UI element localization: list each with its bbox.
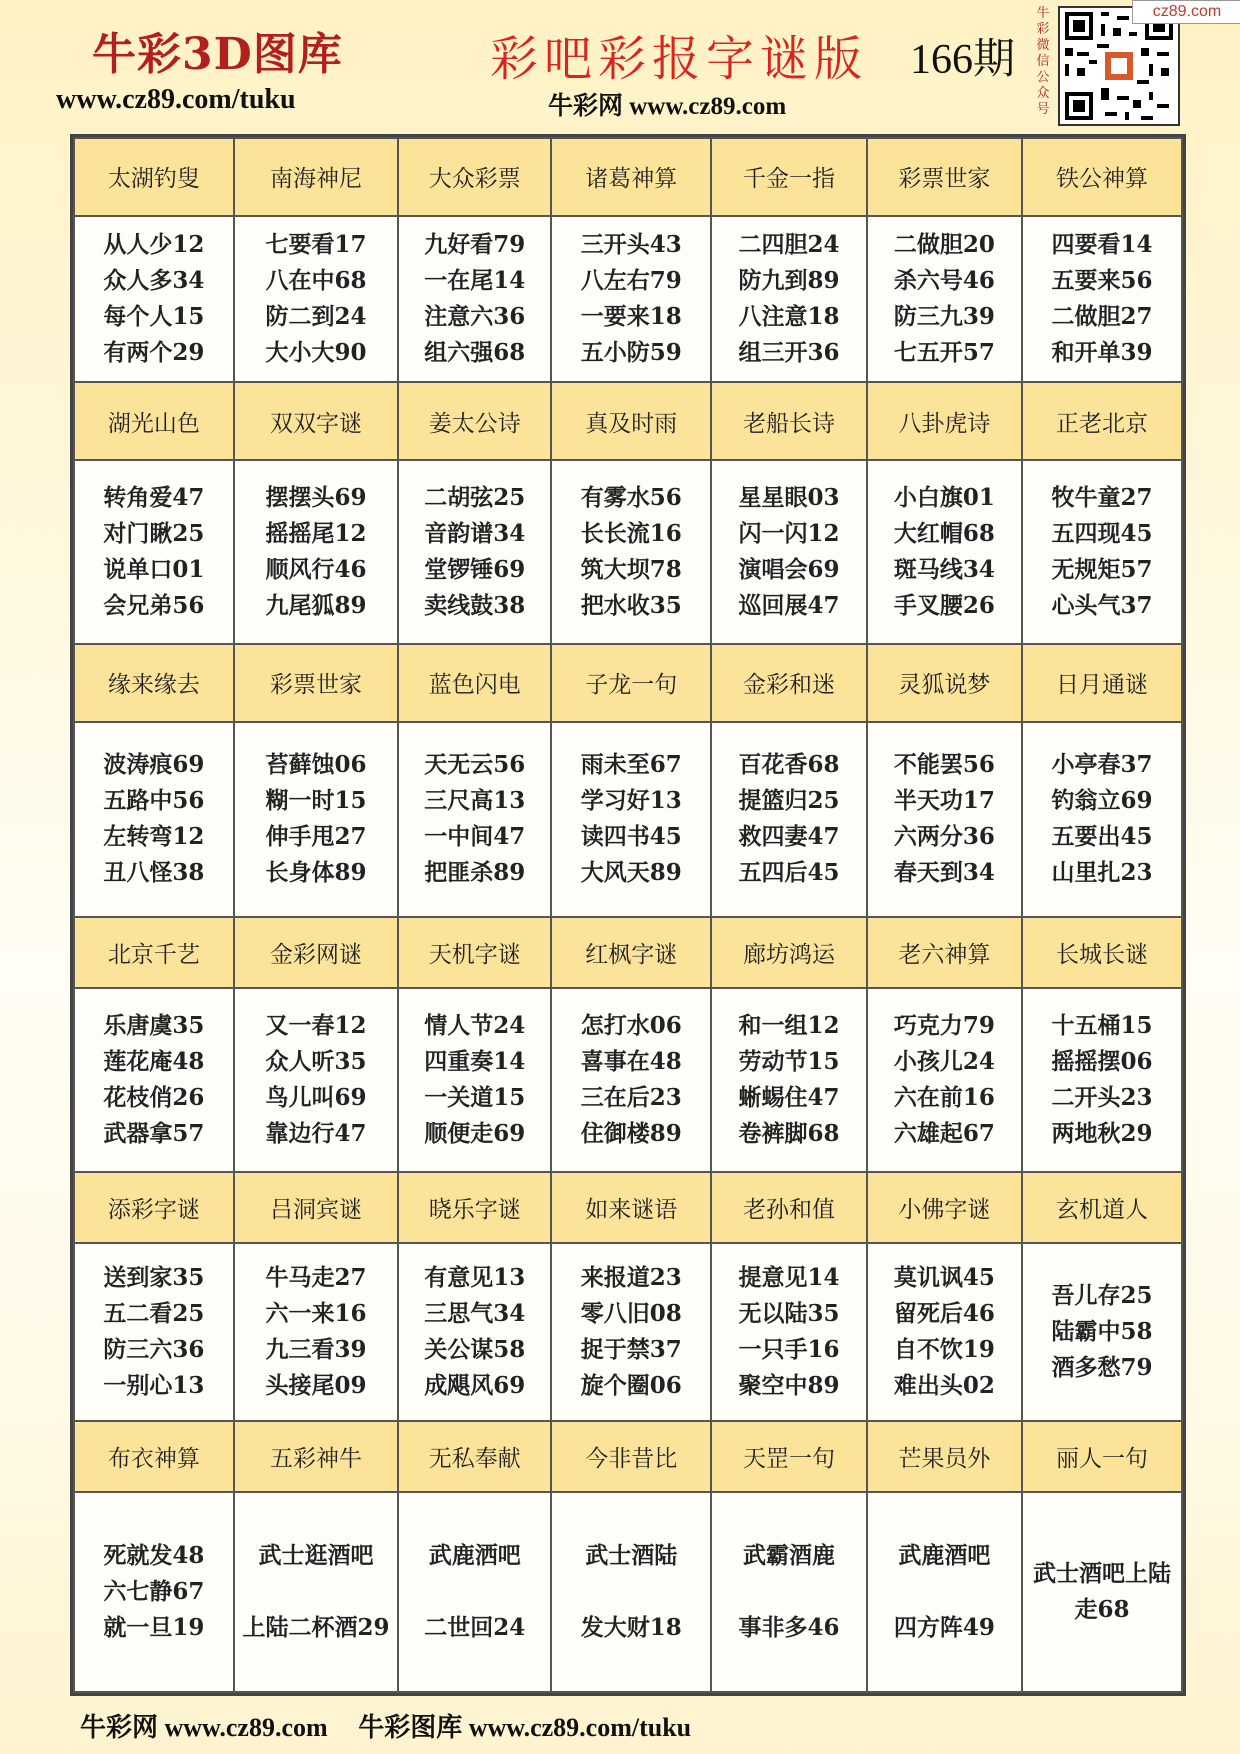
riddle-line: 众人多34: [103, 266, 205, 294]
riddle-line: 上陆二杯酒29: [242, 1614, 390, 1642]
column-title: 天机字谜: [398, 917, 551, 988]
riddle-line: 武霸酒鹿: [742, 1542, 835, 1570]
column-title: 金彩网谜: [234, 917, 398, 988]
riddle-line: 巡回展47: [738, 592, 840, 619]
column-title: 如来谜语: [551, 1172, 711, 1243]
column-title: 彩票世家: [867, 138, 1022, 216]
riddle-cell: [1022, 722, 1182, 917]
riddle-line: 一中间47: [424, 823, 526, 851]
riddle-line: 手叉腰26: [893, 592, 995, 619]
column-title: 正老北京: [1022, 382, 1182, 460]
riddle-cell: [867, 1243, 1022, 1421]
section-header-row: [74, 1172, 1182, 1243]
riddle-line: 乐唐虞35: [103, 1012, 205, 1040]
riddle-line: 和开单39: [1051, 338, 1153, 366]
column-title: 北京千艺: [74, 917, 234, 988]
riddle-line: 吾儿存25: [1051, 1282, 1153, 1310]
column-title: 布衣神算: [74, 1421, 234, 1492]
riddle-cell: [711, 988, 866, 1172]
riddle-line: 大红帽68: [893, 520, 995, 547]
riddle-cell: [1022, 460, 1182, 644]
riddle-line: 无以陆35: [738, 1300, 840, 1328]
riddle-cell: [711, 216, 866, 383]
riddle-line: 八左右79: [580, 266, 682, 294]
riddle-cell: [398, 1492, 551, 1692]
column-title: 添彩字谜: [74, 1172, 234, 1243]
riddle-line: 读四书45: [580, 823, 682, 851]
riddle-line: 有意见13: [424, 1264, 526, 1292]
riddle-line: 六七静67: [103, 1578, 205, 1606]
riddle-line: 和一组12: [738, 1012, 840, 1040]
column-title: 蓝色闪电: [398, 644, 551, 722]
riddle-line: 事非多46: [738, 1614, 840, 1642]
riddle-line: 五要来56: [1051, 266, 1153, 294]
column-title: 老船长诗: [711, 382, 866, 460]
riddle-line: 百花香68: [738, 751, 840, 779]
riddle-line: 五要出45: [1051, 823, 1153, 851]
riddle-line: 从人少12: [103, 230, 205, 258]
riddle-line: 一要来18: [580, 302, 682, 330]
riddle-cell: [551, 722, 711, 917]
riddle-line: [712, 1574, 865, 1610]
riddle-line: 六一来16: [265, 1300, 367, 1328]
riddle-line: 头接尾09: [265, 1372, 367, 1400]
riddle-line: 卷裤脚68: [738, 1120, 840, 1148]
column-title: 吕洞宾谜: [234, 1172, 398, 1243]
column-title: 彩票世家: [234, 644, 398, 722]
riddle-cell: [551, 216, 711, 383]
riddle-line: 一别心13: [103, 1372, 205, 1400]
riddle-line: 鸟儿叫69: [265, 1084, 367, 1112]
column-title: 姜太公诗: [398, 382, 551, 460]
riddle-cell: [234, 460, 398, 644]
riddle-line: 武鹿洒吧: [428, 1542, 521, 1570]
riddle-line: 每个人15: [103, 302, 205, 330]
riddle-cell: [867, 1492, 1022, 1692]
riddle-line: 小白旗01: [893, 484, 995, 511]
riddle-line: 聚空中89: [738, 1372, 840, 1400]
riddle-grid: [70, 134, 1186, 1696]
riddle-line: 把匪杀89: [424, 859, 526, 887]
riddle-line: 一只手16: [738, 1336, 840, 1364]
riddle-cell: [1022, 1243, 1182, 1421]
column-title: 子龙一句: [551, 644, 711, 722]
riddle-line: 防九到89: [738, 266, 840, 294]
riddle-line: 左转弯12: [103, 823, 205, 851]
section-header-row: [74, 1421, 1182, 1492]
riddle-line: 有两个29: [103, 338, 205, 366]
riddle-line: 苔藓蚀06: [265, 751, 367, 779]
riddle-line: 钓翁立69: [1051, 787, 1153, 815]
riddle-line: 众人听35: [265, 1048, 367, 1076]
riddle-line: 陆霸中58: [1051, 1318, 1153, 1346]
column-title: 廊坊鸿运: [711, 917, 866, 988]
riddle-line: 救四妻47: [738, 823, 840, 851]
riddle-line: 花枝俏26: [103, 1084, 205, 1112]
riddle-line: 防三九39: [893, 302, 995, 330]
riddle-line: 武器拿57: [103, 1120, 205, 1148]
riddle-line: 音韵谱34: [424, 520, 526, 547]
riddle-table: [73, 137, 1183, 1693]
riddle-line: 难出头02: [893, 1372, 995, 1400]
riddle-line: 星星眼03: [738, 484, 840, 511]
riddle-line: 五路中56: [103, 787, 205, 815]
riddle-line: 留死后46: [893, 1300, 995, 1328]
riddle-line: 武士逛酒吧: [258, 1542, 374, 1570]
column-title: 缘来缘去: [74, 644, 234, 722]
riddle-line: 会兄弟56: [103, 592, 205, 619]
riddle-line: 送到家35: [103, 1264, 205, 1292]
riddle-line: 发大财18: [580, 1614, 682, 1642]
column-title: 天罡一句: [711, 1421, 866, 1492]
riddle-line: 自不饮19: [893, 1336, 995, 1364]
riddle-line: 情人节24: [424, 1012, 526, 1040]
column-title: 八卦虎诗: [867, 382, 1022, 460]
riddle-line: 捉于禁37: [580, 1336, 682, 1364]
riddle-line: 顺风行46: [265, 556, 367, 583]
riddle-line: 九尾狐89: [265, 592, 367, 619]
riddle-line: 三尺高13: [424, 787, 526, 815]
riddle-line: 不能罢56: [893, 751, 995, 779]
riddle-line: 大风天89: [580, 859, 682, 887]
riddle-line: 四重奏14: [424, 1048, 526, 1076]
riddle-line: 九三看39: [265, 1336, 367, 1364]
riddle-line: 蜥蜴住47: [738, 1084, 840, 1112]
riddle-line: 喜事在48: [580, 1048, 682, 1076]
riddle-line: [552, 1574, 710, 1610]
riddle-cell: [234, 722, 398, 917]
riddle-line: 糊一时15: [265, 787, 367, 815]
riddle-line: 小孩儿24: [893, 1048, 995, 1076]
column-title: 红枫字谜: [551, 917, 711, 988]
riddle-cell: [711, 1243, 866, 1421]
riddle-cell: [234, 1243, 398, 1421]
column-title: 日月通谜: [1022, 644, 1182, 722]
riddle-line: 七要看17: [265, 230, 367, 258]
riddle-line: 三开头43: [580, 230, 682, 258]
riddle-cell: [74, 1492, 234, 1692]
riddle-line: 注意六36: [424, 302, 526, 330]
riddle-line: 五二看25: [103, 1300, 205, 1328]
page-header: [0, 0, 1240, 128]
riddle-line: 怎打水06: [580, 1012, 682, 1040]
riddle-cell: [551, 988, 711, 1172]
riddle-line: [399, 1574, 550, 1610]
riddle-line: 长身体89: [265, 859, 367, 887]
riddle-line: 二开头23: [1051, 1084, 1153, 1112]
riddle-line: 山里扎23: [1051, 859, 1153, 887]
riddle-line: 八在中68: [265, 266, 367, 294]
column-title: 五彩神牛: [234, 1421, 398, 1492]
riddle-cell: [74, 722, 234, 917]
riddle-line: 成飓风69: [424, 1372, 526, 1400]
riddle-line: 三思气34: [424, 1300, 526, 1328]
riddle-line: 顺便走69: [424, 1120, 526, 1148]
riddle-line: 靠边行47: [265, 1120, 367, 1148]
riddle-line: 摇摇摆06: [1051, 1048, 1153, 1076]
column-title: 铁公神算: [1022, 138, 1182, 216]
riddle-line: 组三开36: [738, 338, 840, 366]
column-title: 真及时雨: [551, 382, 711, 460]
riddle-line: 武鹿酒吧: [898, 1542, 991, 1570]
riddle-line: 九好看79: [424, 230, 526, 258]
riddle-line: 五四现45: [1051, 520, 1153, 547]
riddle-line: 二世回24: [424, 1614, 526, 1642]
riddle-line: 大小大90: [265, 338, 367, 366]
riddle-line: 摆摆头69: [265, 484, 367, 511]
riddle-cell: [74, 460, 234, 644]
column-title: 大众彩票: [398, 138, 551, 216]
riddle-cell: [1022, 216, 1182, 383]
riddle-line: 六在前16: [893, 1084, 995, 1112]
riddle-line: 心头气37: [1051, 592, 1153, 619]
riddle-line: 六雄起67: [893, 1120, 995, 1148]
riddle-line: 摇摇尾12: [265, 520, 367, 547]
column-title: 金彩和迷: [711, 644, 866, 722]
column-title: 无私奉献: [398, 1421, 551, 1492]
riddle-line: 提篮归25: [738, 787, 840, 815]
riddle-line: 六两分36: [893, 823, 995, 851]
riddle-cell: [398, 460, 551, 644]
riddle-cell: [398, 988, 551, 1172]
riddle-line: 二做胆20: [893, 230, 995, 258]
riddle-line: 二胡弦25: [424, 484, 526, 511]
footer-gallery-link[interactable]: 牛彩图库 www.cz89.com/tuku: [358, 1713, 692, 1742]
column-title: 长城长谜: [1022, 917, 1182, 988]
riddle-line: 武士酒吧上陆: [1033, 1560, 1172, 1588]
riddle-line: 堂锣锤69: [424, 556, 526, 583]
riddle-line: 四要看14: [1051, 230, 1153, 258]
wechat-label: 牛彩微信公众号: [1036, 6, 1050, 117]
riddle-line: 五小防59: [580, 338, 682, 366]
riddle-line: 巧克力79: [893, 1012, 995, 1040]
footer-site-link[interactable]: 牛彩网 www.cz89.com: [80, 1713, 328, 1742]
section-body-row: [74, 1492, 1182, 1692]
riddle-line: 旋个圈06: [580, 1372, 682, 1400]
column-title: 老六神算: [867, 917, 1022, 988]
riddle-line: 三在后23: [580, 1084, 682, 1112]
column-title: 今非昔比: [551, 1421, 711, 1492]
site-corner-tag[interactable]: cz89.com: [1132, 0, 1240, 24]
riddle-cell: [867, 988, 1022, 1172]
site-line[interactable]: 牛彩网 www.cz89.com: [548, 93, 787, 120]
riddle-cell: [711, 722, 866, 917]
section-body-row: [74, 988, 1182, 1172]
riddle-line: 筑大坝78: [580, 556, 682, 583]
riddle-line: 组六强68: [424, 338, 526, 366]
column-title: 湖光山色: [74, 382, 234, 460]
section-header-row: [74, 382, 1182, 460]
section-body-row: [74, 460, 1182, 644]
riddle-cell: [551, 1492, 711, 1692]
column-title: 灵狐说梦: [867, 644, 1022, 722]
riddle-line: 丑八怪38: [103, 859, 205, 887]
riddle-line: 武士酒陆: [585, 1542, 678, 1570]
riddle-cell: [711, 460, 866, 644]
riddle-line: 二做胆27: [1051, 302, 1153, 330]
riddle-line: 杀六号46: [893, 266, 995, 294]
riddle-line: 劳动节15: [738, 1048, 840, 1076]
riddle-cell: [711, 1492, 866, 1692]
riddle-line: 提意见14: [738, 1264, 840, 1292]
qr-code-icon: [1058, 6, 1180, 126]
riddle-line: 有雾水56: [580, 484, 682, 511]
riddle-line: 又一春12: [265, 1012, 367, 1040]
riddle-line: 小亭春37: [1051, 751, 1153, 779]
riddle-line: 莫讥讽45: [893, 1264, 995, 1292]
brand-url[interactable]: www.cz89.com/tuku: [56, 84, 296, 115]
column-title: 小佛字谜: [867, 1172, 1022, 1243]
riddle-line: 四方阵49: [893, 1614, 995, 1642]
riddle-line: 演唱会69: [738, 556, 840, 583]
riddle-line: 酒多愁79: [1051, 1354, 1153, 1382]
riddle-line: 一在尾14: [424, 266, 526, 294]
riddle-cell: [234, 988, 398, 1172]
riddle-line: 雨未至67: [580, 751, 682, 779]
riddle-line: 莲花庵48: [103, 1048, 205, 1076]
riddle-line: 牧牛童27: [1051, 484, 1153, 511]
riddle-cell: [867, 722, 1022, 917]
riddle-cell: [398, 722, 551, 917]
riddle-line: 死就发48: [103, 1542, 205, 1570]
riddle-line: 走68: [1074, 1596, 1130, 1624]
riddle-line: 波涛痕69: [103, 751, 205, 779]
section-body-row: [74, 216, 1182, 383]
riddle-cell: [867, 216, 1022, 383]
riddle-line: 八注意18: [738, 302, 840, 330]
riddle-cell: [398, 1243, 551, 1421]
riddle-line: 一关道15: [424, 1084, 526, 1112]
riddle-line: 长长流16: [580, 520, 682, 547]
section-header-row: [74, 138, 1182, 216]
riddle-line: 二四胆24: [738, 230, 840, 258]
column-title: 晓乐字谜: [398, 1172, 551, 1243]
edition-title: 彩吧彩报字谜版: [490, 31, 869, 87]
riddle-line: 把水收35: [580, 592, 682, 619]
riddle-line: 就一旦19: [103, 1614, 205, 1642]
section-header-row: [74, 917, 1182, 988]
riddle-line: 学习好13: [580, 787, 682, 815]
riddle-cell: [551, 1243, 711, 1421]
column-title: 诸葛神算: [551, 138, 711, 216]
riddle-line: 无规矩57: [1051, 556, 1153, 583]
riddle-line: 牛马走27: [265, 1264, 367, 1292]
riddle-cell: [1022, 988, 1182, 1172]
column-title: 芒果员外: [867, 1421, 1022, 1492]
riddle-line: 五四后45: [738, 859, 840, 887]
riddle-line: 斑马线34: [893, 556, 995, 583]
riddle-line: 说单口01: [103, 556, 205, 583]
riddle-line: 对门瞅25: [103, 520, 205, 547]
riddle-cell: [74, 988, 234, 1172]
riddle-line: 春天到34: [893, 859, 995, 887]
riddle-line: 十五桶15: [1051, 1012, 1153, 1040]
riddle-line: [235, 1574, 397, 1610]
riddle-cell: [234, 216, 398, 383]
riddle-line: 防三六36: [103, 1336, 205, 1364]
column-title: 玄机道人: [1022, 1172, 1182, 1243]
column-title: 太湖钓叟: [74, 138, 234, 216]
riddle-cell: [234, 1492, 398, 1692]
column-title: 老孙和值: [711, 1172, 866, 1243]
riddle-line: 七五开57: [893, 338, 995, 366]
column-title: 千金一指: [711, 138, 866, 216]
riddle-cell: [1022, 1492, 1182, 1692]
riddle-line: 关公谋58: [424, 1336, 526, 1364]
riddle-cell: [867, 460, 1022, 644]
riddle-line: 卖线鼓38: [424, 592, 526, 619]
riddle-line: [868, 1574, 1021, 1610]
riddle-line: 半天功17: [893, 787, 995, 815]
brand-title: 牛彩3D图库: [92, 29, 343, 80]
riddle-line: 两地秋29: [1051, 1120, 1153, 1148]
riddle-line: 防二到24: [265, 302, 367, 330]
riddle-cell: [398, 216, 551, 383]
riddle-line: 来报道23: [580, 1264, 682, 1292]
riddle-cell: [74, 216, 234, 383]
section-body-row: [74, 722, 1182, 917]
riddle-line: 转角爱47: [103, 484, 205, 511]
column-title: 双双字谜: [234, 382, 398, 460]
section-body-row: [74, 1243, 1182, 1421]
column-title: 丽人一句: [1022, 1421, 1182, 1492]
riddle-line: 伸手甩27: [265, 823, 367, 851]
issue-number: 166期: [910, 37, 1016, 83]
riddle-cell: [74, 1243, 234, 1421]
riddle-line: 天无云56: [424, 751, 526, 779]
riddle-line: 零八旧08: [580, 1300, 682, 1328]
riddle-cell: [551, 460, 711, 644]
riddle-line: 闪一闪12: [738, 520, 840, 547]
section-header-row: [74, 644, 1182, 722]
page-footer: [80, 1707, 715, 1744]
riddle-line: 住御楼89: [580, 1120, 682, 1148]
column-title: 南海神尼: [234, 138, 398, 216]
